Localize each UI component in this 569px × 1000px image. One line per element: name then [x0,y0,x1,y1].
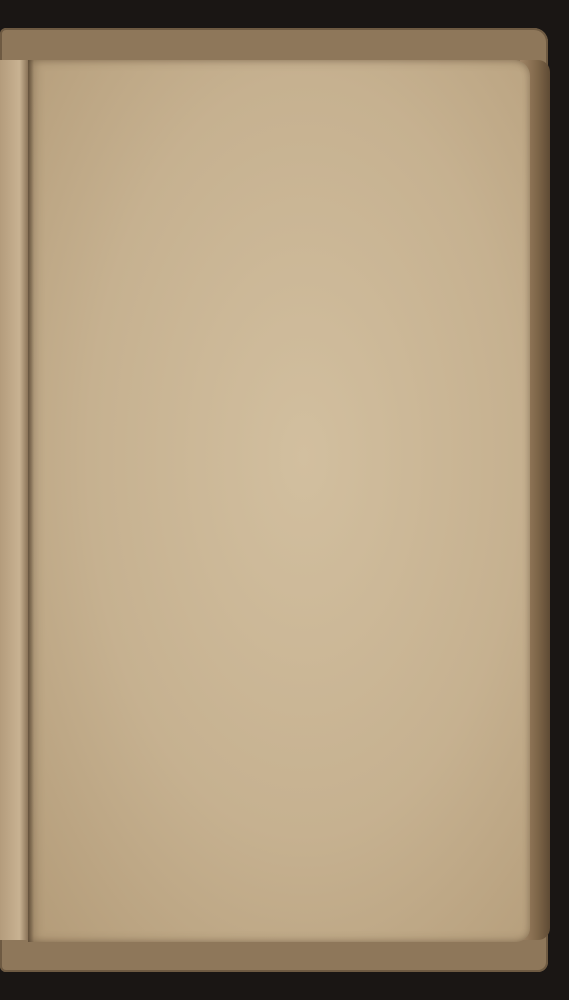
page-text [56,116,456,199]
gutter-shadow [28,60,34,942]
text-line-22 [56,171,456,199]
text-line-21 [56,144,456,172]
facing-page-edge [0,60,28,940]
text-line-20 [56,116,456,144]
